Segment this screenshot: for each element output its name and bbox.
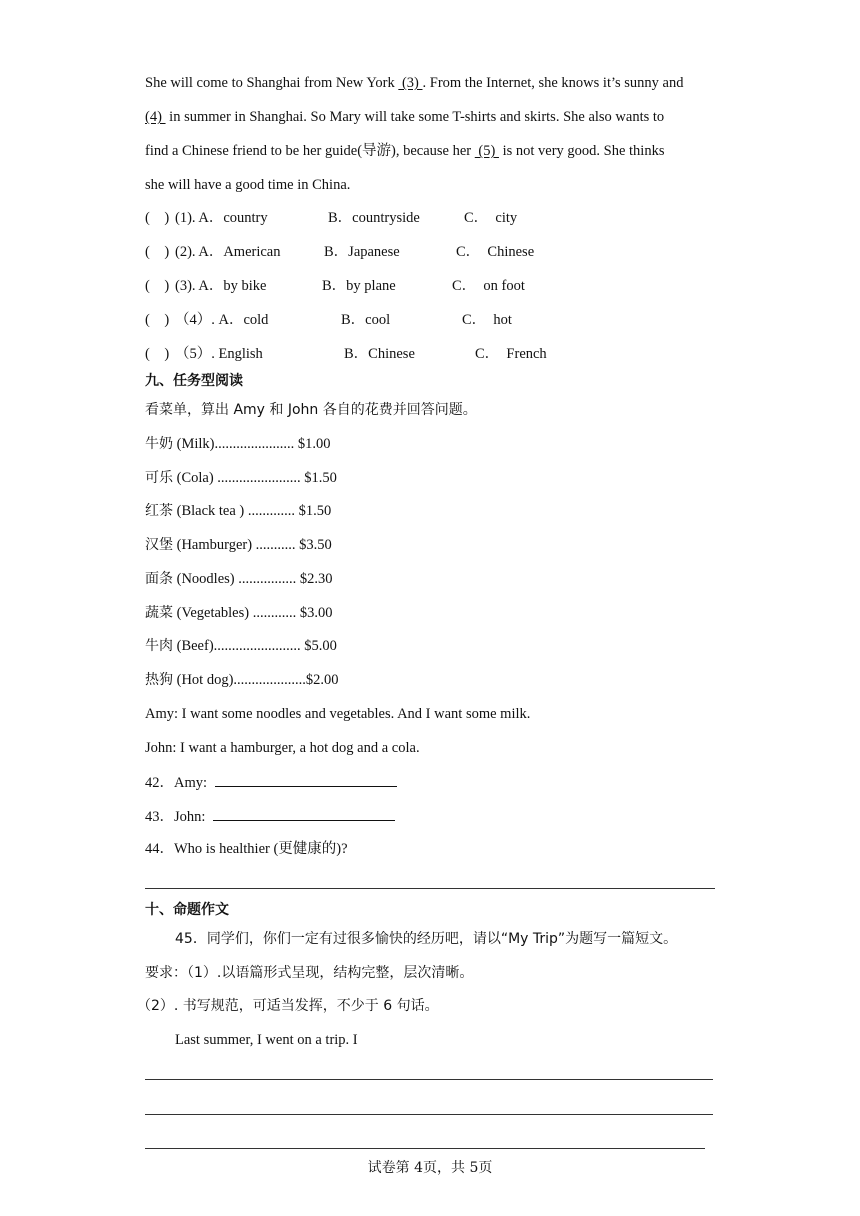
passage-text: She will come to Shanghai from New York	[145, 75, 399, 91]
requirement-2: （2）. 书写规范，可适当发挥，不少于 6 句话。	[137, 998, 439, 1014]
menu-item: 汉堡 (Hamburger) ........... $3.50	[145, 537, 332, 553]
option-a[interactable]: (2). A．American	[175, 244, 281, 260]
section-title-10: 十、命题作文	[145, 902, 229, 918]
blank-4: (4)	[145, 109, 166, 125]
section-instruction: 看菜单，算出 Amy 和 John 各自的花费并回答问题。	[145, 402, 477, 418]
writing-line[interactable]	[145, 1079, 713, 1080]
option-b[interactable]: B．cool	[341, 312, 391, 328]
writing-prompt: 45．同学们，你们一定有过很多愉快的经历吧，请以“My Trip”为题写一篇短文。	[175, 931, 678, 947]
option-a[interactable]: (1). A．country	[175, 210, 268, 226]
writing-start: Last summer, I went on a trip. I	[175, 1032, 358, 1048]
option-c[interactable]: C． on foot	[452, 278, 525, 294]
question-42: 42．Amy:	[145, 772, 397, 793]
answer-paren[interactable]: ( )	[145, 312, 170, 328]
option-b[interactable]: B．countryside	[328, 210, 420, 226]
blank-3: (3)	[398, 75, 423, 91]
option-c[interactable]: C． French	[475, 346, 547, 362]
answer-blank-42[interactable]	[215, 772, 397, 787]
answer-paren[interactable]: ( )	[145, 278, 170, 294]
question-44: 44．Who is healthier (更健康的)?	[145, 841, 348, 857]
option-a[interactable]: （4）. A．cold	[175, 312, 269, 328]
question-43: 43．John:	[145, 806, 395, 827]
menu-item: 面条 (Noodles) ................ $2.30	[145, 571, 333, 587]
page-footer: 试卷第 4页，共 5页	[367, 1160, 493, 1176]
passage-text: . From the Internet, she knows it’s sunny and	[422, 75, 684, 91]
writing-line[interactable]	[145, 1114, 713, 1115]
passage-line-4: she will have a good time in China.	[145, 177, 351, 193]
writing-line[interactable]	[145, 1148, 705, 1149]
passage-text: in summer in Shanghai. So Mary will take some T-shirts and skirts. She also wants to	[165, 109, 665, 125]
passage-line-3	[145, 141, 664, 161]
menu-item: 牛奶 (Milk)...................... $1.00	[145, 436, 331, 452]
option-b[interactable]: B．by plane	[322, 278, 396, 294]
requirement-1: 要求：（1）.以语篇形式呈现，结构完整，层次清晰。	[145, 965, 474, 981]
answer-paren[interactable]: ( )	[145, 244, 170, 260]
passage-line-2	[145, 107, 664, 127]
passage-text: is not very good. She thinks	[498, 143, 665, 159]
answer-line-44[interactable]	[145, 888, 715, 889]
option-a[interactable]: （5）. English	[175, 346, 263, 362]
menu-item: 牛肉 (Beef)........................ $5.00	[145, 638, 337, 654]
option-c[interactable]: C． Chinese	[456, 244, 535, 260]
blank-5: (5)	[474, 143, 499, 159]
amy-order: Amy: I want some noodles and vegetables. And I want some milk.	[145, 706, 531, 722]
option-b[interactable]: B．Japanese	[324, 244, 400, 260]
john-order: John: I want a hamburger, a hot dog and a cola.	[145, 740, 420, 756]
option-b[interactable]: B．Chinese	[344, 346, 415, 362]
answer-paren[interactable]: ( )	[145, 210, 170, 226]
menu-item: 蔬菜 (Vegetables) ............ $3.00	[145, 605, 333, 621]
answer-blank-43[interactable]	[213, 806, 395, 821]
passage-text: find a Chinese friend to be her guide(导游), because her	[145, 143, 475, 159]
menu-item: 红茶 (Black tea ) ............. $1.50	[145, 503, 332, 519]
option-a[interactable]: (3). A．by bike	[175, 278, 267, 294]
menu-item: 热狗 (Hot dog)....................$2.00	[145, 672, 339, 688]
answer-paren[interactable]: ( )	[145, 346, 170, 362]
section-title-9: 九、任务型阅读	[145, 373, 243, 389]
passage-line-1	[145, 73, 683, 93]
option-c[interactable]: C． city	[464, 210, 518, 226]
menu-item: 可乐 (Cola) ....................... $1.50	[145, 470, 337, 486]
option-c[interactable]: C． hot	[462, 312, 512, 328]
